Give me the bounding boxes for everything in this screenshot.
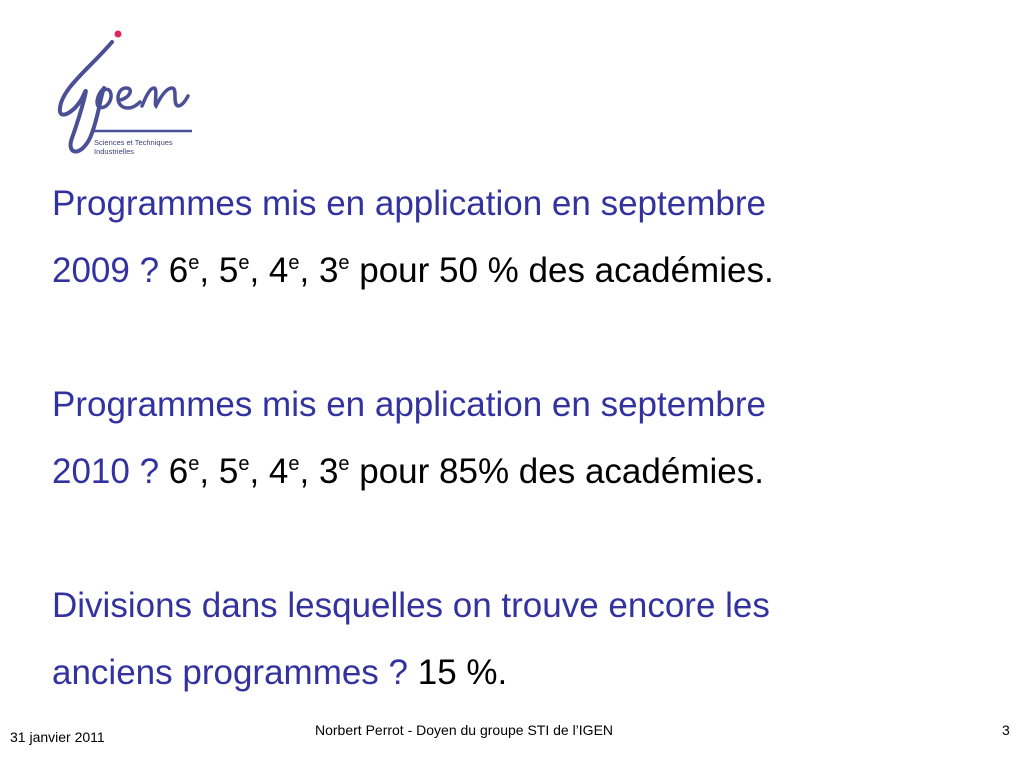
logo-caption-line2: Industrielles [94,147,135,156]
item-1-line2 [52,237,952,304]
ordinal-suffix: e [338,453,350,475]
spacer [52,505,952,572]
question-2-line1: Programmes mis en application en septembre [52,385,766,424]
separator: , [299,452,319,491]
item-3-line2 [52,639,952,706]
question-1-line1: Programmes mis en application en septembre [52,184,766,223]
ordinal-suffix: e [288,252,300,274]
page-number: 3 [1002,722,1010,738]
ordinal-suffix: e [238,252,250,274]
separator: , [249,251,269,290]
answer-tail: pour 85% des académies. [349,452,764,491]
question-3-line1: Divisions dans lesquelles on trouve encore les [52,586,770,625]
spacer [52,304,952,371]
answer-1 [169,251,774,290]
answer-2 [169,452,764,491]
answer-tail: pour 50 % des académies. [349,251,774,290]
logo-caption [94,138,194,156]
item-2-line2 [52,438,952,505]
separator: , [199,251,219,290]
question-3-line2: anciens programmes ? [52,653,408,692]
ordinal-suffix: e [238,453,250,475]
footer-date: 31 janvier 2011 [10,729,105,745]
separator: , [249,452,269,491]
separator: , [299,251,319,290]
item-3 [52,572,952,706]
separator: , [199,452,219,491]
grade-3: 3 [318,452,339,491]
answer-3: 15 %. [417,653,508,692]
question-2-line2: 2010 ? [52,452,160,491]
logo-caption-line1: Sciences et Techniques [94,138,173,147]
grade-6: 6 [168,251,189,290]
question-1-line2: 2009 ? [52,251,160,290]
grade-5: 5 [218,251,239,290]
slide-body [52,170,952,706]
ordinal-suffix: e [338,252,350,274]
footer-author: Norbert Perrot - Doyen du groupe STI de l’IGEN [315,722,614,738]
ordinal-suffix: e [188,453,200,475]
item-2 [52,371,952,505]
igen-logo [50,28,200,163]
item-1 [52,170,952,304]
ordinal-suffix: e [188,252,200,274]
grade-5: 5 [218,452,239,491]
grade-4: 4 [268,251,289,290]
grade-3: 3 [318,251,339,290]
grade-4: 4 [268,452,289,491]
grade-6: 6 [168,452,189,491]
ordinal-suffix: e [288,453,300,475]
